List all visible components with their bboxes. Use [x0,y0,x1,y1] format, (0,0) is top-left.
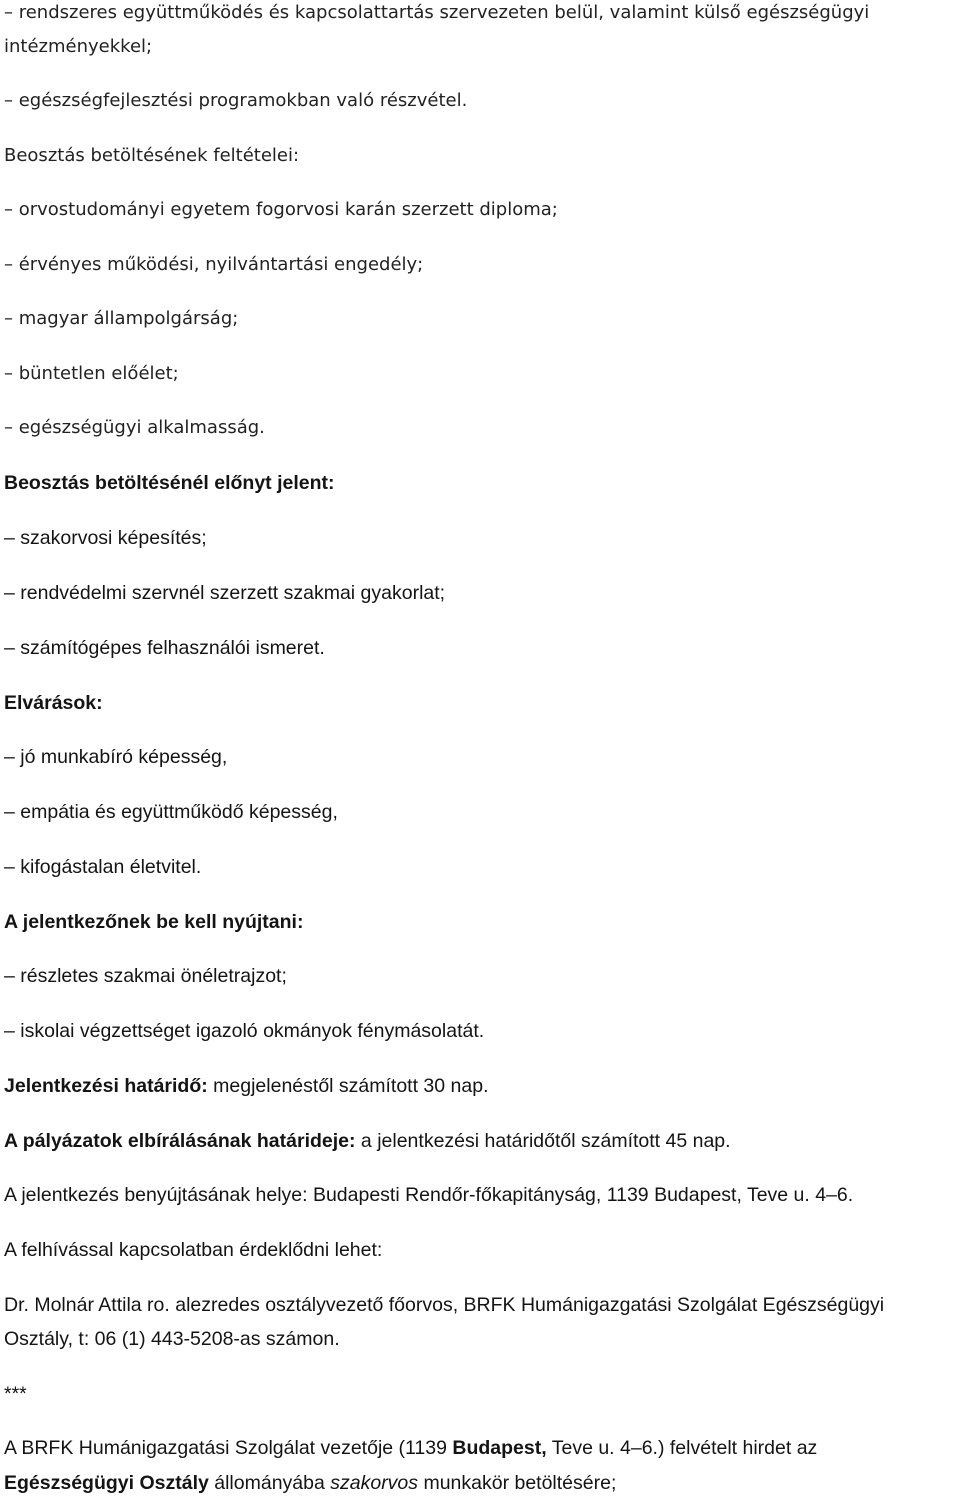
list-item: – érvényes működési, nyilvántartási engedély; [4,254,424,275]
list-item: – szakorvosi képesítés; [4,527,207,549]
list-item: – számítógépes felhasználói ismeret. [4,637,325,659]
list-item: – büntetlen előélet; [4,363,179,384]
section-heading-feltetelek: Beosztás betöltésének feltételei: [4,145,300,166]
list-item: – jó munkabíró képesség, [4,746,228,768]
text-run: állományába [208,1472,331,1494]
separator: *** [4,1383,27,1405]
contact-line: Osztály, t: 06 (1) 443-5208-as számon. [4,1328,340,1350]
list-item: – magyar állampolgárság; [4,308,239,329]
deadline-value: megjelenéstől számított 30 nap. [207,1075,489,1097]
text-run: Teve u. 4–6.) felvételt hirdet az [546,1437,818,1459]
text-run-bold: Budapest, [452,1437,547,1459]
text-run: A BRFK Humánigazgatási Szolgálat vezetője (1139 [4,1437,453,1459]
list-item: – iskolai végzettséget igazoló okmányok fénymásolatát. [4,1020,485,1042]
submission-place: A jelentkezés benyújtásának helye: Budapesti Rendőr-főkapitányság, 1139 Budapest, Teve u. 4–6. [4,1184,854,1206]
evaluation-label: A pályázatok elbírálásának határideje: [4,1130,356,1152]
list-item: – kifogástalan életvitel. [4,856,202,878]
evaluation-line [4,1128,731,1154]
section-heading-elony: Beosztás betöltésénél előnyt jelent: [4,472,335,494]
list-item: – orvostudományi egyetem fogorvosi karán szerzett diploma; [4,199,558,220]
announcement-line [4,1435,817,1461]
list-item: – rendvédelmi szervnél szerzett szakmai gyakorlat; [4,582,446,604]
inquiry-line: A felhívással kapcsolatban érdeklődni lehet: [4,1239,383,1261]
text-run-italic: szakorvos [330,1472,419,1494]
text-run: munkakör betöltésére; [418,1472,617,1494]
announcement-line [4,1470,616,1496]
list-item: – empátia és együttműködő képesség, [4,801,338,823]
evaluation-value: a jelentkezési határidőtől számított 45 nap. [355,1130,731,1152]
list-item: – részletes szakmai önéletrajzot; [4,965,287,987]
list-item-continuation: intézményekkel; [4,36,153,57]
section-heading-elvarasok: Elvárások: [4,692,103,714]
text-run-bold: Egészségügyi Osztály [4,1472,209,1494]
deadline-label: Jelentkezési határidő: [4,1075,208,1097]
deadline-line [4,1073,489,1099]
list-item: – rendszeres együttműködés és kapcsolattartás szervezeten belül, valamint külső egészségügyi [4,2,870,23]
contact-line: Dr. Molnár Attila ro. alezredes osztályvezető főorvos, BRFK Humánigazgatási Szolgálat Egészségügyi [4,1294,885,1316]
list-item: – egészségügyi alkalmasság. [4,417,265,438]
section-heading-nyujtani: A jelentkezőnek be kell nyújtani: [4,911,304,933]
list-item: – egészségfejlesztési programokban való részvétel. [4,90,468,111]
